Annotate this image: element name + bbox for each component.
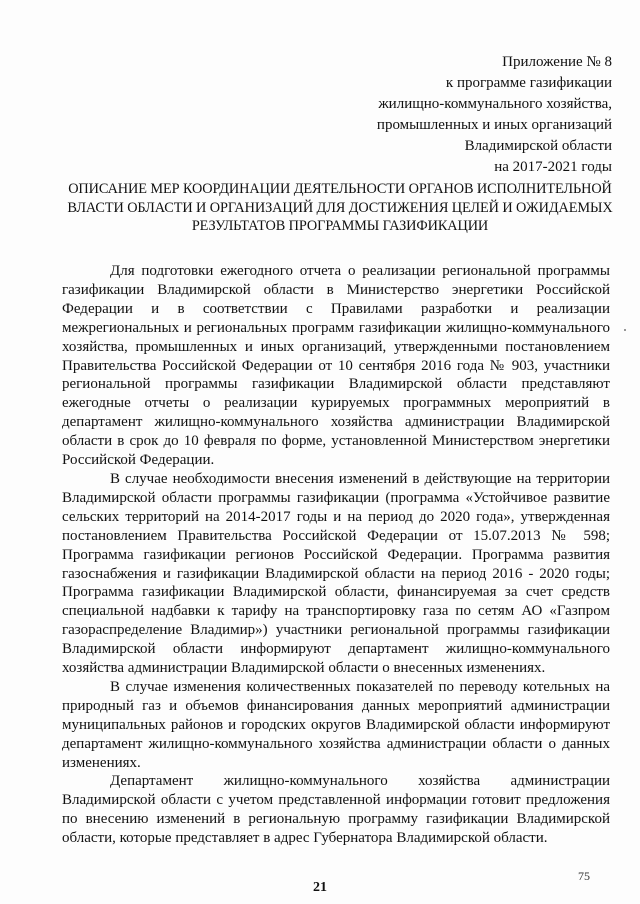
scan-speck bbox=[624, 329, 626, 331]
paragraph: Департамент жилищно-коммунального хозяйства администрации Владимирской области с учетом представленной информации готовит предложения по внесению изменений в региональную программу газификации Владимирской области, которые представляет в адрес Губернатора Владимирской области. bbox=[62, 773, 610, 847]
page-number: 21 bbox=[313, 880, 327, 895]
handwritten-sheet-number: 75 bbox=[578, 869, 590, 883]
paragraph: В случае изменения количественных показателей по переводу котельных на природный газ и объемов финансирования данных мероприятий администрации муниципальных районов и городских округов Владимирской области информируют департамент жилищно-коммунального хозяйства администрации области о данных изменениях. bbox=[62, 678, 610, 771]
appendix-line: Владимирской области bbox=[464, 138, 612, 154]
appendix-line: к программе газификации bbox=[445, 75, 612, 91]
appendix-reference bbox=[377, 52, 612, 178]
appendix-line: Приложение № 8 bbox=[502, 54, 612, 70]
appendix-line: на 2017-2021 годы bbox=[494, 159, 612, 175]
document-title: ОПИСАНИЕ МЕР КООРДИНАЦИИ ДЕЯТЕЛЬНОСТИ ОРГАНОВ ИСПОЛНИТЕЛЬНОЙ ВЛАСТИ ОБЛАСТИ И ОРГАНИЗАЦИЙ ДЛЯ ДОСТИЖЕНИЯ ЦЕЛЕЙ И ОЖИДАЕМЫХ РЕЗУЛЬТАТОВ ПРОГРАММЫ ГАЗИФИКАЦИИ bbox=[67, 181, 613, 234]
appendix-line: промышленных и иных организаций bbox=[376, 117, 612, 133]
paragraph: Для подготовки ежегодного отчета о реализации региональной программы газификации Владимирской области в Министерство энергетики Российской Федерации и в соответствии с Правилами разработки и реализации межрегиональных и региональных программ газификации жилищно-коммунального хозяйства, промышленных и иных организаций, утвержденными постановлением Правительства Российской Федерации от 10 сентября 2016 года № 903, участники региональной программы газификации Владимирской области представляют ежегодные отчеты о реализации курируемых программных мероприятий в департамент жилищно-коммунального хозяйства администрации Владимирской области в срок до 10 февраля по форме, установленной Министерством энергетики Российской Федерации. bbox=[62, 263, 610, 469]
appendix-line: жилищно-коммунального хозяйства, bbox=[378, 96, 612, 112]
document-body bbox=[62, 262, 610, 848]
paragraph: В случае необходимости внесения изменений в действующие на территории Владимирской области программы газификации (программа «Устойчивое развитие сельских территорий на 2014-2017 годы и на период до 2020 года», утвержденная постановлением Правительства Российской Федерации от 15.07.2013 № 598; Программа газификации регионов Российской Федерации. Программа развития газоснабжения и газификации Владимирской области на период 2016 - 2020 годы; Программа газификации Владимирской области, финансируемая за счет средств специальной надбавки к тарифу на транспортировку газа по сетям АО «Газпром газораспределение Владимир») участники региональной программы газификации Владимирской области информируют департамент жилищно-коммунального хозяйства администрации Владимирской области о внесенных изменениях. bbox=[62, 470, 610, 677]
